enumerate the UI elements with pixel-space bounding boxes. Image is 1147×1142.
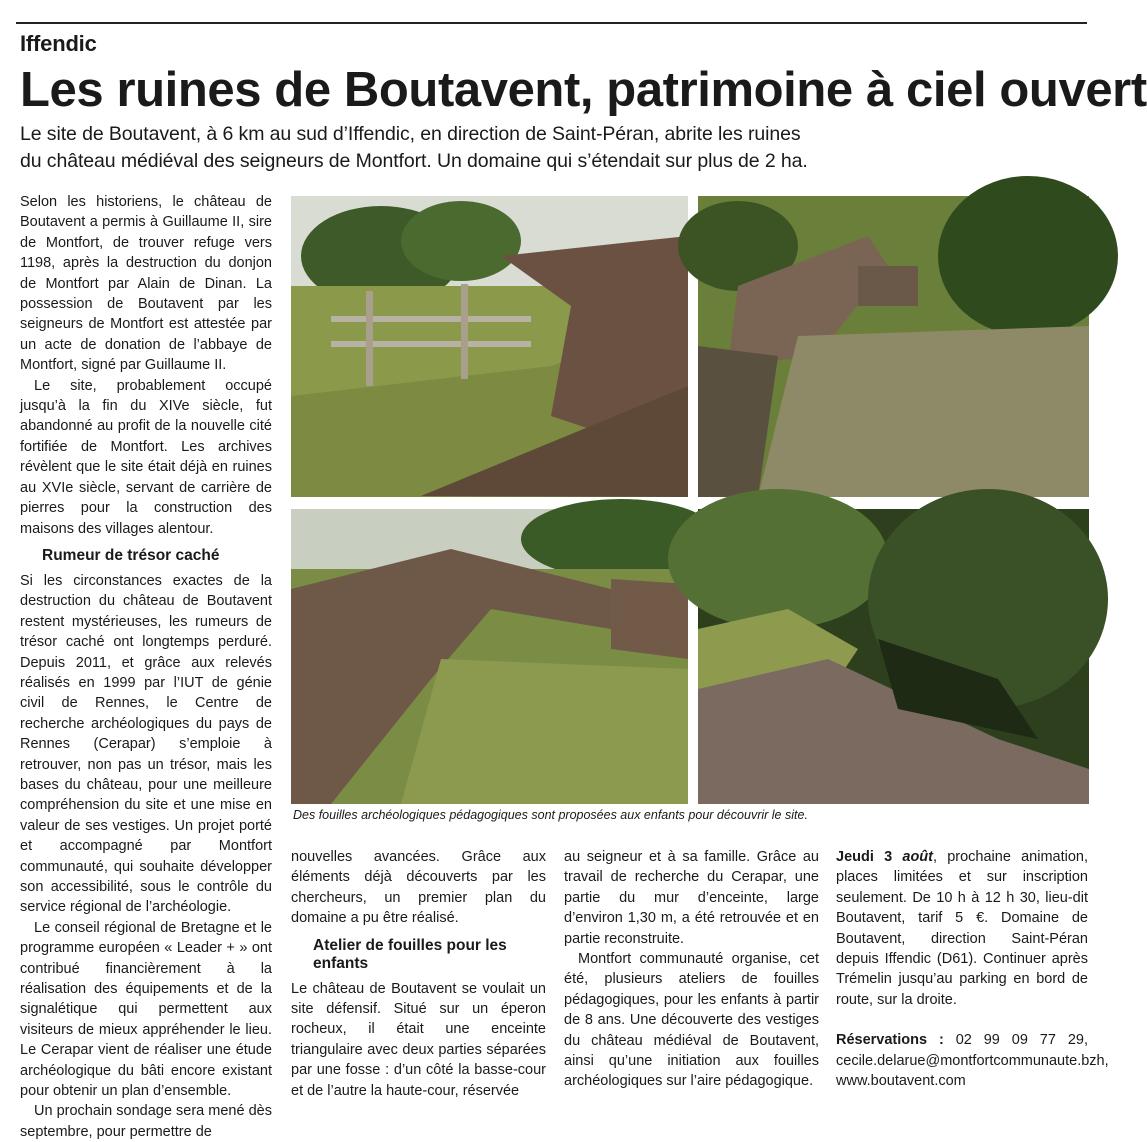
paragraph: Le site, probablement occupé jusqu’à la fin du XIVe siècle, fut abandonné au profit de la nouvelle cité fortifiée de Montfort. Les archives révèlent que le site était déjà en ruines au XVIe siècle, servant de carrière de pierres pour la construction des maisons des villages alentour. [20, 377, 272, 537]
paragraph: Montfort communauté organise, cet été, plusieurs ateliers de fouilles pédagogiques, pour les enfants à partir de 8 ans. Une découverte des vestiges du château médiéval de Boutavent, ainsi qu’une initiation aux fouilles archéologiques sur l’aire pédagogique. [564, 951, 819, 1090]
photo-ruins-moat [698, 509, 1089, 804]
paragraph: au seigneur et à sa famille. Grâce au travail de recherche du Cerapar, une partie du mur d’enceinte, large d’environ 1,30 m, a été retrouvée et en partie reconstruite. [564, 849, 819, 947]
paragraph: Selon les historiens, le château de Boutavent a permis à Guillaume II, sire de Montfort, de trouver refuge vers 1198, après la destruction du donjon de Montfort par Alain de Dinan. La possession de Boutavent par les seigneurs de Montfort est attestée par un acte de donation de l’abbaye de Montfort, signé par Guillaume II. [20, 194, 272, 374]
article-lead [20, 121, 1090, 175]
photo-ruins-walls-grass [291, 509, 688, 804]
column-1 [20, 192, 272, 1142]
rubric-town: Iffendic [20, 31, 97, 56]
photo-ruins-wall-path [698, 196, 1089, 497]
event-details: , prochaine animation, places limitées et sur inscription seulement. De 10 h à 12 h 30, lieu-dit Boutavent, tarif 5 €. Domaine de Boutavent, direction Saint-Péran depuis Iffendic (D61). Continuer après Trémelin jusqu’au parking en bord de route, sur la droite. [836, 849, 1089, 1008]
paragraph: nouvelles avancées. Grâce aux éléments déjà découverts par les chercheurs, un premier plan du domaine a pu être réalisé. [291, 849, 546, 927]
subheading-treasure: Rumeur de trésor caché [42, 546, 220, 564]
subheading-workshop: Atelier de fouilles pour les enfants [313, 936, 507, 972]
event-date-month: août [902, 849, 933, 865]
lead-line-2: du château médiéval des seigneurs de Montfort. Un domaine qui s’étendait sur plus de 2 ha. [20, 150, 808, 172]
photo-caption: Des fouilles archéologiques pédagogiques sont proposées aux enfants pour découvrir le site. [293, 808, 808, 822]
paragraph: Un prochain sondage sera mené dès septembre, pour permettre de [20, 1103, 272, 1140]
reservation-label: Réservations : [836, 1032, 944, 1049]
paragraph: Le conseil régional de Bretagne et le programme européen « Leader + » ont contribué financièrement à la réalisation des équipements et de la signalétique qui permettent aux visiteurs de mieux appréhender le lieu. Le Cerapar vient de réaliser une étude archéologique du bâti encore existant pour obtenir un plan d’ensemble. [20, 919, 272, 1100]
column-4 [836, 847, 1109, 1091]
paragraph: Si les circonstances exactes de la destruction du château de Boutavent restent mystérieuses, les rumeurs de trésor caché ont longtemps perduré. Depuis 2011, et grâce aux relevés réalisés en 1999 par l’IUT de génie civil de Rennes, le Centre de recherche archéologiques du pays de Rennes (Cerapar) s’emploie à retrouver, non pas un trésor, mais les bases du château, pour une meilleure compréhension du site et une mise en valeur de ses vestiges. Un projet porté et accompagné par Montfort communauté, qui souhaite développer son accessibilité, sous le contrôle du service régional de l’archéologie. [20, 572, 272, 916]
column-3 [564, 847, 819, 1092]
article-headline: Les ruines de Boutavent, patrimoine à ciel ouvert [20, 63, 1147, 117]
top-rule [16, 22, 1087, 24]
reservation-paragraph [836, 1030, 1109, 1091]
paragraph: Le château de Boutavent se voulait un site défensif. Situé sur un éperon rocheux, il était une enceinte triangulaire avec deux parties séparées par une fosse : d’un côté la basse-cour et de l’autre la haute-cour, réservée [291, 980, 546, 1099]
reservation-contact: 02 99 09 77 29, cecile.delarue@montfortcommunaute.bzh, www.boutavent.com [836, 1032, 1109, 1090]
event-date: Jeudi 3 [836, 849, 893, 865]
photo-ruins-fence [291, 196, 688, 497]
event-paragraph [836, 847, 1088, 1010]
lead-line-1: Le site de Boutavent, à 6 km au sud d’Iffendic, en direction de Saint-Péran, abrite les ruines [20, 123, 801, 145]
column-2 [291, 847, 546, 1101]
